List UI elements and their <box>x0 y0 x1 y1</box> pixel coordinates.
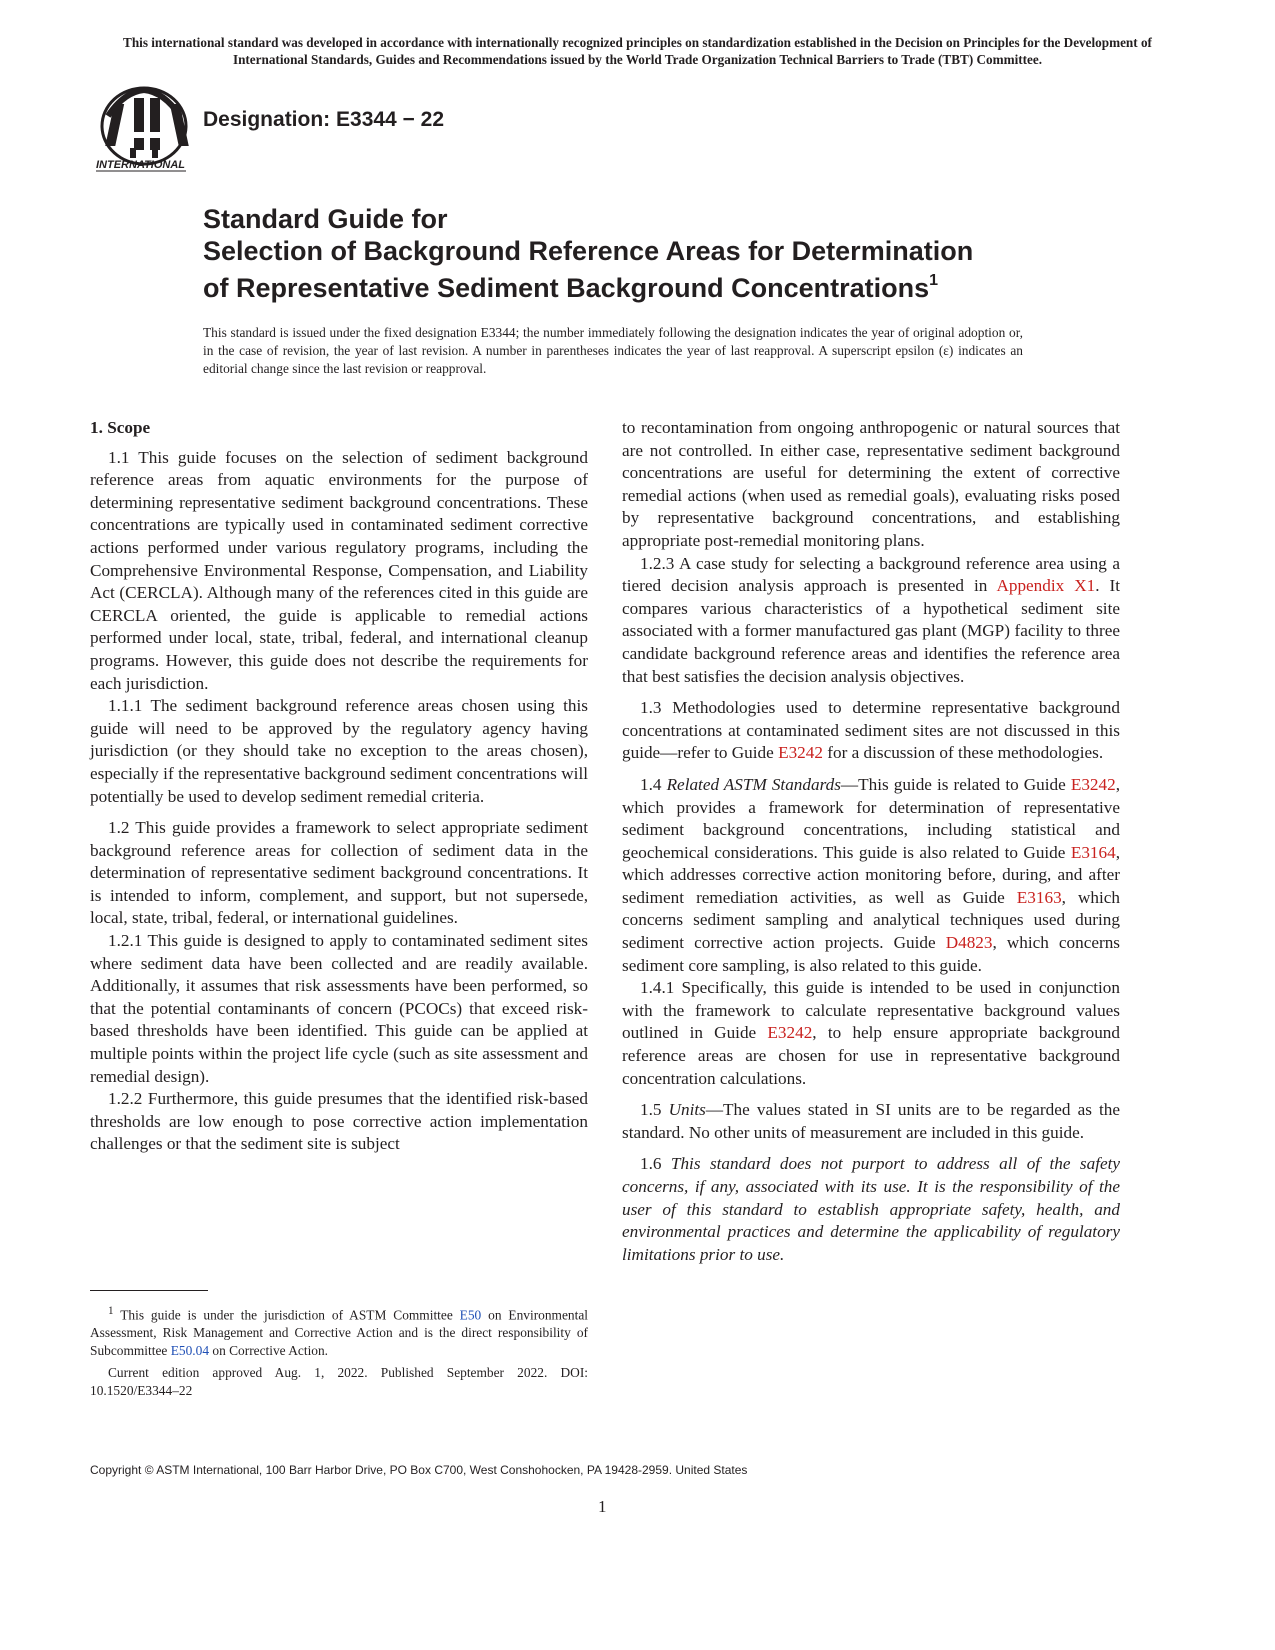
footnote-text-a: This guide is under the jurisdiction of ASTM Committee <box>113 1307 460 1323</box>
footnote-edition: Current edition approved Aug. 1, 2022. Published September 2022. DOI: 10.1520/E3344–22 <box>90 1365 588 1399</box>
footnote <box>90 1302 588 1400</box>
para-1-4 <box>622 774 1120 977</box>
link-d4823[interactable]: D4823 <box>945 933 993 953</box>
title-footnote-mark: 1 <box>929 272 939 289</box>
footnote-text-c: on Corrective Action. <box>209 1343 329 1359</box>
para-1-4-1-text-b: , to help ensure appropriate background reference areas are chosen for use in representative background concentration calculations. <box>622 1023 1120 1088</box>
para-1-5-text: —The values stated in SI units are to be regarded as the standard. No other units of measurement are included in this guide. <box>622 1100 1120 1142</box>
para-1-4-text-a: —This guide is related to Guide <box>840 774 1071 794</box>
title-line-3 <box>203 267 1133 304</box>
para-1-5-title: Units <box>668 1100 706 1120</box>
link-e50-04[interactable]: E50.04 <box>170 1343 210 1359</box>
page-number: 1 <box>598 1497 607 1516</box>
footnote-divider <box>90 1290 208 1291</box>
astm-logo-graphic <box>94 86 194 176</box>
para-1-2-3 <box>622 553 1120 689</box>
para-1-5 <box>622 1099 1120 1144</box>
para-1-6 <box>622 1153 1120 1266</box>
right-column <box>622 417 1120 1266</box>
para-1-2-3-text-b: . It compares various characteristics of a hypothetical sediment site associated with a former manufactured gas plant (MGP) facility to three candidate background reference areas and identifies the reference area that best satisfies the decision analysis objectives. <box>622 576 1121 686</box>
para-1-4-number: 1.4 <box>640 774 667 794</box>
issued-note: This standard is issued under the fixed designation E3344; the number immediately following the designation indicates the year of original adoption or, in the case of revision, the year of last revision. A number in parentheses indicates the year of last reapproval. A superscript epsilon (ε) indicates an editorial change since the last revision or reapproval. <box>203 325 1023 376</box>
para-1-4-text-d: , which concerns sediment sampling and analytical techniques used during sediment corrective action projects. Guide <box>622 887 1120 953</box>
para-1-3 <box>622 697 1120 765</box>
link-appendix-x1[interactable]: Appendix X1 <box>996 576 1096 596</box>
para-1-3-text-a: 1.3 Methodologies used to determine representative background concentrations at contaminated sediment sites are not discussed in this guide—refer to Guide <box>622 698 1120 763</box>
para-1-5-number: 1.5 <box>640 1100 669 1120</box>
link-e3242[interactable]: E3242 <box>1070 774 1116 794</box>
astm-logo <box>94 86 194 176</box>
footnote-1 <box>90 1302 588 1360</box>
para-1-3-text-b: for a discussion of these methodologies. <box>822 743 1104 763</box>
left-column <box>90 417 588 1156</box>
section-heading-scope: 1. Scope <box>90 418 151 437</box>
designation: Designation: E3344 − 22 <box>203 108 445 131</box>
para-1-4-1-text-a: 1.4.1 Specifically, this guide is intended to be used in conjunction with the framework to calculate representative background values outlined in Guide <box>622 978 1120 1043</box>
para-1-4-text-b: , which provides a framework for determination of representative sediment background concentrations, including statistical and geochemical considerations. This guide is also related to Guide <box>622 774 1120 862</box>
link-e3164[interactable]: E3164 <box>1070 842 1116 862</box>
link-e50[interactable]: E50 <box>459 1307 482 1323</box>
para-1-4-title: Related ASTM Standards <box>666 774 841 794</box>
link-e3242[interactable]: E3242 <box>778 743 823 763</box>
wto-notice: This international standard was developed in accordance with internationally recognized principles on standardization established in the Decision on Principles for the Development of International Standards, Guides and Recommendations issued by the World Trade Organization Technical Barriers to Trade (TBT) Committee. <box>123 35 1152 67</box>
title-line-1: Standard Guide for <box>203 204 448 234</box>
para-1-4-text-e: , which concerns sediment core sampling, is also related to this guide. <box>622 933 1120 975</box>
para-1-1: 1.1 This guide focuses on the selection of sediment background reference areas from aquatic environments for the purpose of determining representative sediment background concentrations. These concentrations are typically used in contaminated sediment corrective actions performed under various regulatory programs, including the Comprehensive Environmental Response, Compensation, and Liability Act (CERCLA). Although many of the references cited in this guide are CERCLA oriented, the guide is applicable to remedial actions performed under local, state, tribal, federal, and international cleanup programs. However, this guide does not describe the requirements for each jurisdiction. <box>90 447 588 693</box>
link-e3163[interactable]: E3163 <box>1016 887 1062 907</box>
para-1-4-1 <box>622 977 1120 1090</box>
footnote-text-b: on Environmental Assessment, Risk Management and Corrective Action and is the direct responsibility of Subcommittee <box>90 1307 588 1359</box>
para-1-2-1: 1.2.1 This guide is designed to apply to contaminated sediment sites where sediment data have been collected and are readily available. Additionally, it assumes that risk assessments have been performed, so that the potential contaminants of concern (PCOCs) that exceed risk-based thresholds have been identified. This guide can be applied at multiple points within the project life cycle (such as site assessment and remedial design). <box>90 931 588 1086</box>
copyright: Copyright © ASTM International, 100 Barr Harbor Drive, PO Box C700, West Conshohocken, PA 19428-2959. United States <box>90 1463 748 1477</box>
para-1-2-3-text-a: 1.2.3 A case study for selecting a background reference area using a tiered decision analysis approach is presented in <box>622 553 1120 596</box>
para-1-6-number: 1.6 <box>640 1154 671 1174</box>
document-title <box>203 203 1133 304</box>
title-line-2: Selection of Background Reference Areas for Determination <box>203 236 974 266</box>
footnote-mark: 1 <box>108 1305 114 1317</box>
para-1-1-1: 1.1.1 The sediment background reference areas chosen using this guide will need to be approved by the regulatory agency having jurisdiction (or they should take no exception to the areas chosen), especially if the representative background sediment concentrations will potentially be used to develop sediment remedial criteria. <box>90 696 588 806</box>
para-1-2: 1.2 This guide provides a framework to select appropriate sediment background reference areas for collection of sediment data in the determination of representative sediment background concentrations. It is intended to inform, complement, and support, but not supersede, local, state, tribal, federal, or international guidelines. <box>90 818 588 928</box>
para-1-2-2-continued: to recontamination from ongoing anthropogenic or natural sources that are not controlled. In either case, representative sediment background concentrations are useful for determining the extent of corrective remedial actions (when used as remedial goals), evaluating risks posed by representative background concentrations, and establishing appropriate post-remedial monitoring plans. <box>622 418 1120 550</box>
title-line-3-text: of Representative Sediment Background Concentrations <box>203 273 930 303</box>
para-1-6-text: This standard does not purport to address all of the safety concerns, if any, associated with its use. It is the responsibility of the user of this standard to establish appropriate safety, health, and environmental practices and determine the applicability of regulatory limitations prior to use. <box>622 1154 1120 1264</box>
para-1-4-text-c: , which addresses corrective action monitoring before, during, and after sediment remediation activities, as well as Guide <box>622 842 1120 907</box>
logo-brand-text: INTERNATIONAL <box>96 159 186 171</box>
link-e3242[interactable]: E3242 <box>767 1023 813 1043</box>
para-1-2-2: 1.2.2 Furthermore, this guide presumes that the identified risk-based thresholds are low enough to pose corrective action implementation challenges or that the sediment site is subject <box>90 1089 588 1154</box>
